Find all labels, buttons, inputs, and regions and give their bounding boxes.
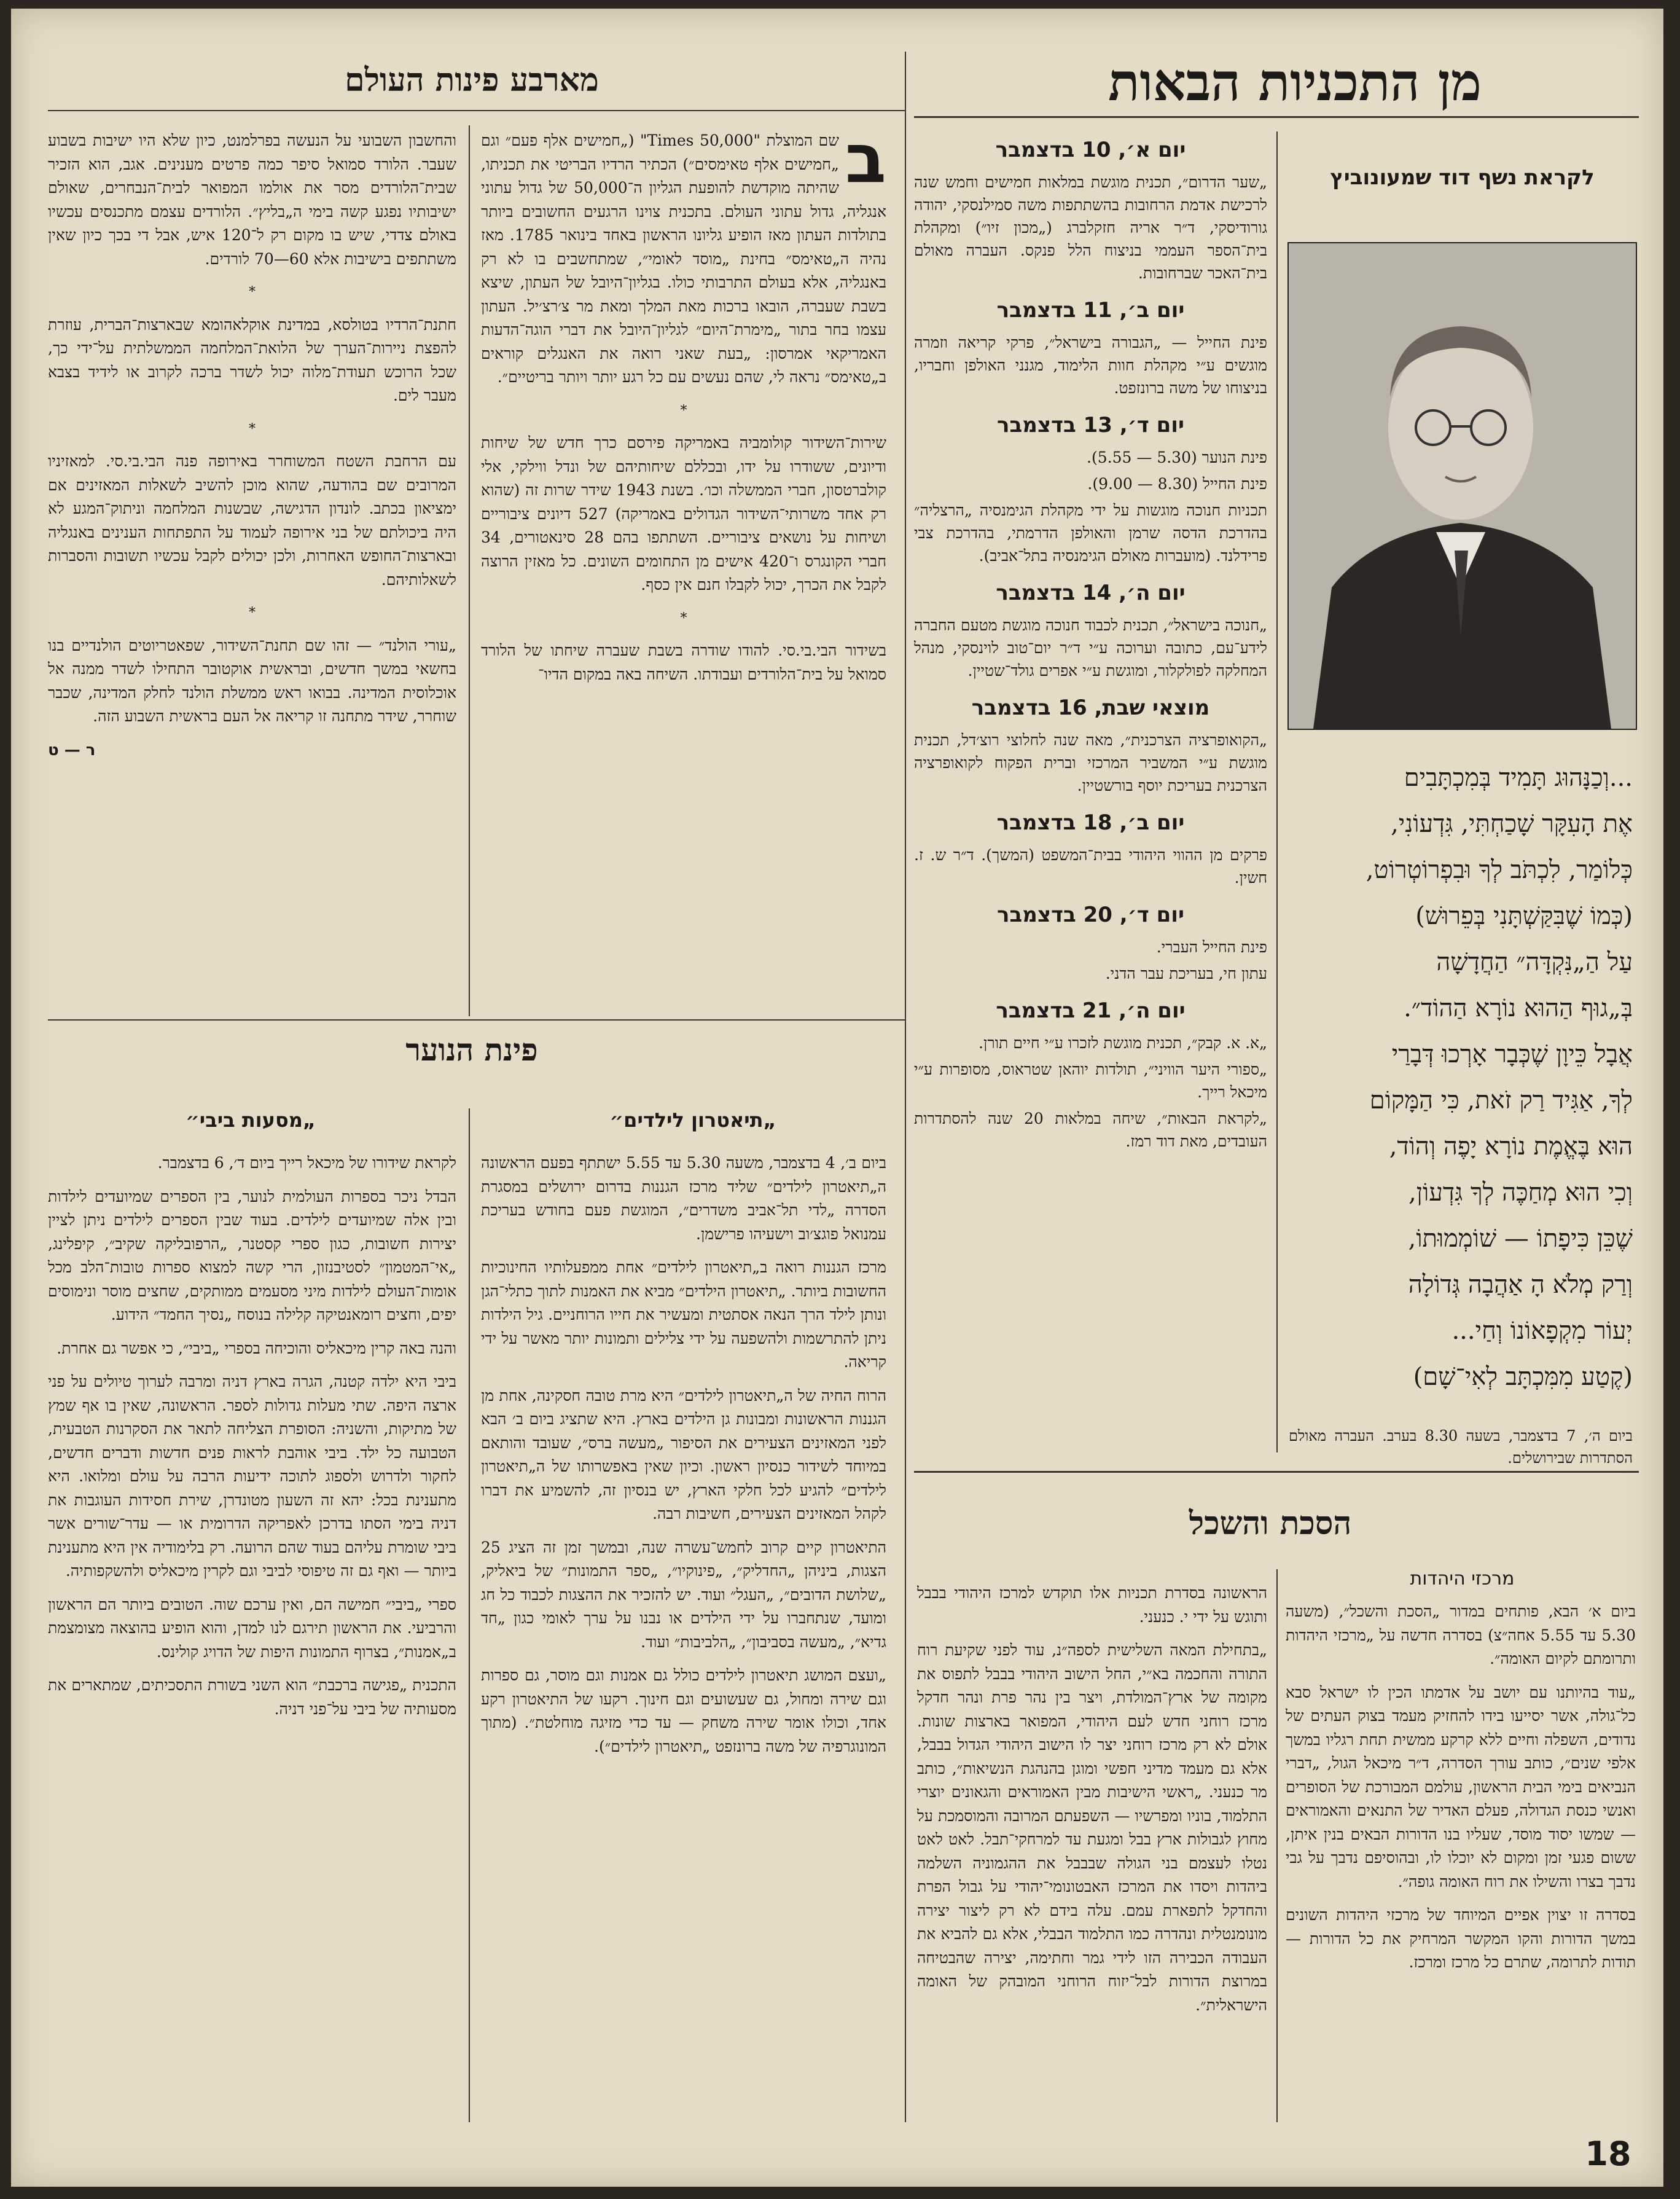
program-item: פרקים מן ההווי היהודי בבית־המשפט (המשך). ד״ר ש. ז. חשין. [914, 846, 1267, 887]
program-item: „הקואופרציה הצרכנית״, מאה שנה לחלוצי רוצ׳דל, תכנית מוגשת ע״י המשביר המרכזי וברית הפקוח לקואופרציה הצרכנית בעריכת יוסף בורשטיין. [914, 731, 1267, 794]
day-heading: יום ד׳, 20 בדצמבר [997, 903, 1184, 927]
subtitle-bibi: „מסעות ביבי״ [186, 1108, 316, 1132]
poem-line: וְכִי הוּא מְחַכֶּה לְךָ גִּדְעוֹן, [1408, 1178, 1633, 1207]
program-item: פינת החייל — „הגבורה בישראל״, פרקי קריאה וזמרה מוגשים ע״י מקהלת חוות הלימוד, מגנני האולפן וחבריו, בניצוחו של משה ברונזפט. [914, 334, 1267, 397]
hasakat-column-1 [1286, 1600, 1636, 2122]
separator-star: * [249, 605, 256, 621]
program-item: פינת הנוער (5.30 — 5.55). [1087, 449, 1267, 466]
day-heading: יום ב׳, 11 בדצמבר [996, 298, 1185, 323]
youth-para: התיאטרון קיים קרוב לחמש־עשרה שנה, ובמשך זמן זה הציג 25 הצגות, ביניהן „החדליק״, „פינוקיו״, „ספר התמונות״ של ביאליק, „שלושת הדובים״, „העגל״ ועוד. יש להזכיר את ההצגות לכבוד כל חג ומועד, שנתחברו על ידי הילדים או נבנו על ערך לאומי כגון „חד גדיא״, „מעשה בסביבון״, „הלביבות״ ועוד. [481, 1538, 886, 1651]
divider [914, 116, 1639, 118]
day-heading: יום א׳, 10 בדצמבר [995, 138, 1186, 162]
program-item: תכניות חנוכה מוגשות על ידי מקהלת הגימנסיה „הרצליה״ בהדרכת הדסה שרמן והאולפן הדרמתי, בהדרכת צבי פרידלנד. (מועברות מאולם הגימנסיה בתל־אביב). [914, 501, 1267, 565]
program-item: פינת החייל (8.30 — 9.00). [1087, 475, 1267, 493]
column-rule [1276, 1569, 1278, 2122]
column-rule [469, 1108, 470, 2122]
youth-para: הבדל ניכר בספרות העולמית לנוער, בין הספרים שמיועדים לילדות ובין אלה שמיועדים לילדים. בעוד שבין הספרים לילדים ניתן לציין יצירות חשובות, כגון ספרי קסטנר, „הרפובליקה שקיב״, קיפלינג, „אי־המטמון״ לסטיבנזון, הרי קשה למצוא ספרות טובות־הלב מכל אומות־העולם לילדות מיני מסעמים ממותקים, שחצים מוסר ונימוסים יפים, וחצים רומאנטיקה קלילה בנוסח „נסיך החמד״ הידוע. [48, 1187, 456, 1323]
column-rule [1276, 131, 1278, 1452]
program-item: „א. א. קבק״, תכנית מוגשת לזכרו ע״י חיים תורן. [979, 1034, 1267, 1052]
youth-column-bibi [48, 1151, 456, 2134]
youth-para: ביום ב׳, 4 בדצמבר, משעה 5.30 עד 5.55 ישתתף בפעם הראשונה ה„תיאטרון לילדים״ שליד מרכז הגננות בדרום ירושלים במסגרת הסדרה „לדי תל־אביב משדרים״, המוגשת פעם בחודש בעריכת עמנואל פוגצ׳וב וישעיהו פרישמן. [481, 1154, 886, 1243]
poem [1289, 755, 1633, 1400]
newspaper-page [11, 9, 1663, 2187]
world-para: והחשבון השבועי על הנעשה בפרלמנט, כיון שלא היו ישיבות בשבוע שעבר. הלורד סמואל סיפר כמה פרטים מענינים. אגב, הוא הזכיר שבית־הלורדים מסר את אולמו המפואר לבית־הנבחרים, שאולם ישיבותיו נפגע קשה בימי ה„בליץ״. הלורדים עצמם מתכנסים עכשיו באולם צדדי, שיש בו מקום רק ל־120 איש, אבל די בכך כיון שאין משתתפים בישיבות אלא 60—70 לורדים. [48, 131, 456, 268]
divider [914, 1471, 1639, 1473]
youth-para: לקראת שידורו של מיכאל רייך ביום ד׳, 6 בדצמבר. [157, 1154, 456, 1172]
program-item: „שער הדרום״, תכנית מוגשת במלאות חמישים וחמש שנה לרכישת אדמת הרחובות בהשתתפות משה סמילנסקי, יהודה גורודיסקי, ד״ר אריה חזקלברג („מכון זיו״) ומקהלת בית־הספר העממי בניצוח הלל פנקס. העברה מאולם בית־האכר שברחובות. [914, 173, 1267, 282]
divider [48, 110, 905, 111]
youth-para: התכנית „פגישה ברכבת״ הוא השני בשורת התסכיתים, שמתארים את מסעותיה של ביבי על־פני דניה. [48, 1676, 456, 1718]
youth-para: והנה באה קרין מיכאליס והוכיחה בספרי „ביבי״, כי אפשר גם אחרת. [57, 1339, 456, 1357]
program-item: „ספורי היער הוויני״, תולדות יוהאן שטראוס, מסופרות ע״י מיכאל רייך. [914, 1060, 1267, 1101]
divider [48, 1019, 905, 1021]
youth-para: מרכז הגננות רואה ב„תיאטרון לילדים״ אחת ממפעלותיו החינוכיות החשובות ביותר. „תיאטרון הילדים״ מביא את האמנות לתוך כתלי־הגן ונותן לילד הרך הנאה אסתטית ומעשיר את חייו הרוחניים. גיל הילדות ניתן להתרשמות ולהשפעה על ידי צלילים ותמונות יותר מאשר על ידי קריאה. [481, 1258, 886, 1371]
section-title-hasakat: הסכת והשכל [1189, 1505, 1352, 1542]
world-para: חתנת־הרדיו בטולסא, במדינת אוקלאהומא שבארצות־הברית, עוזרת להפצת ניירות־הערך של הלואת־המלחמה הממשלתית על־ידי כך, שכל הרוכש תעודת־מלוה יכול לשדר ברכה לקרוב או לידיד בצבא מעבר לים. [48, 315, 456, 404]
poem-line: לְךָ, אַגִּיד רַק זֹאת, כִּי הַמָּקוֹם [1369, 1086, 1633, 1115]
program-item: „לקראת הבאות״, שיחה במלאות 20 שנה להסתדרות העובדים, מאת דוד רמז. [914, 1110, 1267, 1150]
separator-star: * [680, 610, 687, 626]
poem-line: עַל הַ„נִּקְדָּה״ הַחֲדָשָׁה [1436, 948, 1633, 976]
hasakat-para: הראשונה בסדרת תכניות אלו תוקדש למרכז היהודי בבבל ותוגש על ידי י. כנעני. [917, 1584, 1267, 1626]
poem-line: אֶת הָעִקָּר שָׁכַחְתִּי, גִּדְעוֹנִי, [1391, 810, 1633, 838]
separator-star: * [249, 421, 256, 437]
separator-star: * [680, 402, 687, 418]
poem-line: אֲבָל כֵּיוָן שֶׁכְּבָר אָרְכוּ דְּבָרַי [1391, 1040, 1633, 1068]
hasakat-column-2 [917, 1582, 1267, 2122]
youth-para: ספרי „ביבי״ חמישה הם, ואין ערכם שוה. הטובים ביותר הם הראשון והרביעי. את הראשון תירגם לנו למדן, והוא הופיע בהוצאה מצומצמת ב„אמנות״, בצרוף התמונות היפות של הדויג קולינס. [48, 1595, 456, 1661]
poem-line: יְעוֹר מִקְפָאוֹנוֹ וְחַי... [1451, 1317, 1633, 1345]
world-para: „עורי הולנד״ — זהו שם תחנת־השידור, שפאטריוטים הולנדיים בנו בחשאי במשך חדשים, ובראשית אוקטובר התחילו לשדר ממנה אל אוכלוסית המדינה. בבואו ראש ממשלת הולנד לחלק המדינה, שכבר שוחרר, שידר מתחנה זו קריאה אל העם בראשית השבוע הזה. [48, 636, 456, 725]
youth-para: „ועצם המושג תיאטרון לילדים כולל גם אמנות וגם מוסר, גם ספרות וגם שירה ומחול, גם שעשועים וגם חינוך. רקעו של התיאטרון רקע אחד, וכולו אומר שירה משחק — עד כדי מזיגה מוחלטת״. (מתוך המונוגרפיה של משה ברונזפט „תיאטרון לילדים״). [481, 1666, 886, 1755]
program-item: עתון חי, בעריכת עבר הדני. [1105, 965, 1267, 982]
page-number: 18 [1585, 2134, 1631, 2173]
poem-line: כְּלוֹמַר, לִכְתֹּב לְךָ וּבִפְרוֹטְרוֹט, [1365, 856, 1633, 884]
hasakat-subtitle: מרכזי היהדות [1410, 1568, 1515, 1589]
poem-source: (קֶטַע מִמִּכְתָּב לְאִי־שָׁם) [1413, 1363, 1633, 1391]
world-para: שם המוצלת "50,000 Times" („חמישים אלף פעם״ וגם „חמישים אלף טאימסים״) הכתיר הרדיו הבריטי את תכניתו, שהיתה מוקדשת להופעת הגליון ה־50,000 של גדול עתוני אנגליה, גדול עתוני העולם. בתכנית צוינו הרגעים החשובים ביותר בתולדות העתון מאז הופיע גליונו הראשון באחד בינואר 1785. מאז נהיה ה„טאימס״ בחינת „מוסד לאומי״, שמתחשבים בו לא רק באנגליה, אלא בעולם התרבותי כולו. בגליון־היובל של העתון, שיצא בשבת שעברה, הובאו ברכות מאת המלך ומאת מר צ׳רצ׳יל. העתון עצמו בחר בתור „מימרת־היום״ לגליון־היובל את דברי הוגה־הדעות האמריקאי אמרסון: „בעת שאני רואה את האנגלים קוראים ב„טאימס״ נראה לי, שהם נעשים עם כל רגע יותר ויותר בריטיים״. [481, 131, 886, 386]
program-item: פינת החייל העברי. [1156, 938, 1267, 956]
youth-para: ביבי היא ילדה קטנה, הגרה בארץ דניה ומרבה לערוך טיולים על פני ארצה היפה. שתי מעלות גדולות לספר. הראשונה, שאין בו אף שמץ של מתיקות, והשניה: הסופרת הצליחה לתאר את הסקרנות הטבעית, הטבועה כל ילד. ביבי אוהבת לראות פנים חדשות ודברים חדשים, לחקור ולדרוש ולספוג לתוכה ידיעות הרבה על עולם ומלואו. היא מתענינת בכל: יהא זה השעון מטונדרן, שירת חסידות העוגבות את דניה בימי הסתו בדרכן לאפריקה הדרומית או — עדר־שורים אשר ביבי שומרת עליהם בעוד שהם הרועה. רק בלימודיה אין היא מתענינת ביותר — ואף גם זה טיפוסי לביבי וגם לקרין מיכאליס ולהשקפותיה. [48, 1373, 456, 1580]
signature: ר — ט [48, 740, 96, 759]
poem-line: שֶׁכֵּן כִּיפָתוֹ — שׁוֹמְמוּתוֹ, [1408, 1225, 1633, 1253]
world-column-1 [48, 129, 456, 989]
poem-line: ...וְכַנָּהוּג תָּמִיד בְּמִכְתָּבִים [1404, 764, 1633, 792]
poem-line: וְרַק מְלֹא הָ אַהֲבָה גְּדוֹלָה [1408, 1271, 1633, 1299]
day-heading: יום ד׳, 13 בדצמבר [997, 413, 1184, 437]
column-rule [469, 125, 470, 1016]
schedule-column [914, 138, 1267, 1459]
poem-line: בְּ„גוּף הַהוּא נוֹרָא הַהוֹד״. [1404, 994, 1633, 1022]
hasakat-para: „בתחילת המאה השלישית לספה״נ, עוד לפני שקיעת רוח התורה והחכמה בא״י, החל הישוב היהודי בבבל לתפוס את מקומה של ארץ־המולדת, ויצר בין נהר פרת ונהר חדקל מרכז רוחני חדש לעם היהודי, המפואר בארצות שונות. אולם לא רק מרכז רוחני יצר לו הישוב היהודי הגדול בבבל, אלא גם מעמד מדיני חפשי ומוגן בהנהגת הנשיאות״, כותב מר כנעני. „ראשי הישיבות מבין האמוראים והגאונים יוצרי התלמוד, בוניו ומפרשיו — השפעתם המרובה והמוסמכת על מחוץ לגבולות ארץ בבל ומגעת עד למרחקי־תבל. לאט לאט נטלו לעצמם בני הגולה שבבבל את ההגמוניה השלמה ביהדות ויסדו את המרכז האבטונומי־יהודי על גבול הפרת והחדקל לתפארת עמם. עלה בידם לא רק ליצור יצירה מונומנטלית ונהדרה כמו התלמוד הבבלי, אלא גם להביא את העבודה הכבירה הזו לידי גמר וחתימה, יצירה שהבטיחה במרוצת הדורות לבל־יזוח הרוחני המובהק של האומה הישראלית״. [917, 1641, 1267, 2014]
poem-line: הוּא בֶּאֱמֶת נוֹרָא יָפֶה וְהוֹד, [1389, 1132, 1633, 1161]
day-heading: יום ה׳, 21 בדצמבר [996, 998, 1186, 1023]
hasakat-para: „עוד בהיותנו עם יושב על אדמתו הכין לו ישראל סבא כל־גולה, אשר יסייעו בידו להחזיק מעמד בצוק העתים של נדודים, השפלה וחיים ללא קרקע ממשית תחת רגליו במשך אלפי שנים״, כותב עורך הסדרה, ד״ר מיכאל הגול, „דברי הנביאים בימי הבית הראשון, עולמם המבורכת של הסופרים ואנשי כנסת הגדולה, פעלם האדיר של התנאים והאמוראים — שמשו יסוד מוסד, שעליו בנו הדורות הבאים בנין איתן, ששום פגעי זמן ומקום לא יוכלו לו, ובהוסיפם נדבך על גבי נדבך בצרו והשילו את רוח האומה גופה״. [1286, 1683, 1636, 1891]
hasakat-para: ביום א׳ הבא, פותחים במדור „הסכת והשכל״, (משעה 5.30 עד 5.55 אחה״צ) בסדרה חדשה על „מרכזי היהדות ותרומתם לקיום האומה״. [1286, 1602, 1636, 1668]
world-column-2 [481, 129, 886, 971]
world-para: בשידור הבי.בי.סי. להודו שודרה בשבת שעברה שיחתו של הלורד סמואל על בית־הלורדים ועבודתו. השיחה באה במקום הדיו־ [481, 641, 886, 683]
section-title-programs: מן התכניות הבאות [1108, 52, 1482, 112]
day-heading: יום ה׳, 14 בדצמבר [996, 581, 1186, 605]
main-column-rule [905, 52, 906, 2122]
program-item: „חנוכה בישראל״, תכנית לכבוד חנוכה מוגשת מטעם החברה לידע־עם, כתובה וערוכה ע״י ד״ר יום־טוב לוינסקי, מנהל המחלקה לפולקלור, ומוגשת ע״י אפרים גולד־שטיין. [914, 616, 1267, 680]
youth-column-theatre [481, 1151, 886, 2122]
subtitle-children-theatre: „תיאטרון לילדים״ [609, 1108, 776, 1132]
dropcap: ב [845, 129, 886, 198]
portrait-photo [1287, 242, 1637, 730]
hasakat-para: בסדרה זו יצוין אפיים המיוחד של מרכזי היהדות השונים במשך הדורות והקו המקשר המרחיק את כל הדורות — תודות לתרומה, שתרם כל מרכז ומרכז. [1286, 1906, 1636, 1971]
photo-caption: לקראת נשף דוד שמעונוביץ [1330, 165, 1595, 190]
world-para: שירות־השידור קולומביה באמריקה פירסם כרך חדש של שיחות ודיונים, ששודרו על ידו, ובכללם שיחותיהם של ונדל ווילקי, אלי קולברטסון, חברי הממשלה וכו׳. בשנת 1943 שידר שרות זה (שהוא רק אחד משרותי־השידור הגדולים באמריקה) 527 דיונים ציבוריים ושיחות על נושאים ציבוריים. השתתפו בהם 28 סינאטורים, 34 חברי הקונגרס ו־420 אישים מן התחומים השונים. כל מאזין הרוצה לקבל את הכרך, יכול לקבלו חנם אין כסף. [481, 434, 886, 594]
section-title-world: מארבע פינות העולם [345, 61, 599, 99]
day-heading: יום ב׳, 18 בדצמבר [996, 810, 1185, 835]
poem-line: (כְּמוֹ שֶׁבִּקַּשְׁתָּנִי בְּפֵרוּשׁ) [1415, 902, 1633, 930]
event-note: ביום ה׳, 7 בדצמבר, בשעה 8.30 בערב. העברה מאולם הסתדרות שבירושלים. [1289, 1427, 1633, 1467]
portrait-illustration [1289, 243, 1636, 729]
youth-para: הרוח החיה של ה„תיאטרון לילדים״ היא מרת טובה חסקינה, אחת מן הגננות הראשונות ומבונות גן הילדים בארץ. היא שתציג ביום ב׳ הבא לפני המאזינים הצעירים את הסיפור „מעשה ברס״, שעובד והותאם במיוחד לשידור כנסיון ראשון. וכיון שאין באפשרותו של ה„תיאטרון לילדים״ להגיע לכל חלקי הארץ, יש בנסיון זה, להשמיע את דברו לקהל המאזינים הצעירים, חשיבות רבה. [481, 1386, 886, 1523]
section-title-youth: פינת הנוער [405, 1032, 538, 1068]
world-para: עם הרחבת השטח המשוחרר באירופה פנה הבי.בי.סי. למאזיניו המרובים שם בהודעה, שהוא מוכן להשיב לשאלות המאזינים אם ימציאון בכתב. לונדון הדגישה, שבשנות המלחמה וניתוק־המגע לא היה ביכולתם של בני אירופה לעמוד על התפתחות הענינים באנגליה ובארצות־החופש האחרות, ולכן יכולים לקבל עכשיו תשובות והסברות לשאלותיהם. [48, 452, 456, 589]
day-heading: מוצאי שבת, 16 בדצמבר [971, 696, 1210, 720]
separator-star: * [249, 284, 256, 300]
